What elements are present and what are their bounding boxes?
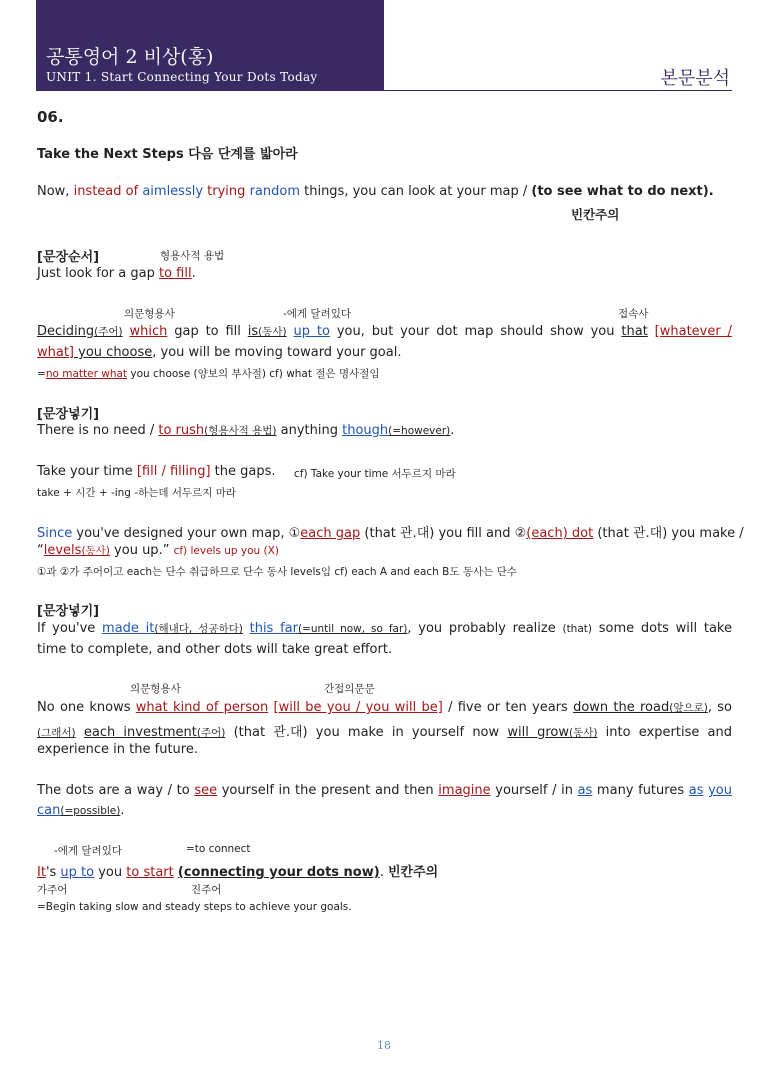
sentence-9-line-1 [37,783,732,798]
sentence-8-line-2 [37,721,732,740]
keyword: [will be you / you will be] [273,700,443,715]
keyword: can [37,803,61,818]
sentence-8-line-1 [37,700,732,715]
keyword: to start [126,865,174,880]
text: (that 관.대) you fill and ② [360,526,527,541]
text: , so [707,700,732,715]
text: Now, [37,184,74,199]
keyword: this far [249,621,298,636]
keyword: imagine [438,783,491,798]
note: (앞으로) [669,702,708,714]
sentence-10 [37,861,732,880]
header-divider [384,90,732,91]
keyword: random [249,184,300,199]
keyword: though [342,423,389,438]
sentence-7-line-1 [37,621,732,636]
note: (동사) [258,326,287,338]
text: things, you can look at your map / [299,184,532,199]
annotation: =to connect [186,843,251,855]
text: yourself / in [490,783,578,798]
annotation: 진주어 [191,884,222,896]
annotation: 의문형용사 [124,308,175,320]
note: (동사) [568,727,598,739]
keyword: to fill [158,266,192,281]
sentence-6-line-1 [37,522,744,541]
text [76,725,84,740]
text: gap to fill [167,324,248,339]
note: (=however) [388,425,451,437]
text: each investment [83,725,197,740]
section-label: 본문분석 [660,68,730,89]
keyword: no matter what [45,368,128,380]
phrase-bold: (to see what to do next). [531,184,714,199]
unit-title: UNIT 1. Start Connecting Your Dots Today [46,70,318,84]
text: . [450,423,455,438]
sentence-10-note: =Begin taking slow and steady steps to achieve your goals. [37,901,352,913]
keyword: It [37,865,46,880]
text: you've designed your own map, ① [72,526,301,541]
keyword: [whatever / [654,324,732,339]
sentence-6-line-2 [37,543,732,558]
text: Take your time [37,464,137,479]
text: No one knows [37,700,136,715]
annotation: 형용사적 용법 [160,250,225,262]
text: the gaps. [210,464,276,479]
keyword: as [688,783,704,798]
sentence-3-note [37,366,732,381]
keyword: up to [293,324,330,339]
sentence-8-line-3: experience in the future. [37,742,198,757]
text: There is no need / [37,423,159,438]
note: (that) [562,623,592,635]
sentence-6-note: ①과 ②가 주어이고 each는 단수 취급하므로 단수 동사 levels임 cf) each A and each B도 동사는 단수 [37,566,517,578]
text: you choose [74,345,153,360]
keyword: Since [37,526,73,541]
keyword: as [577,783,593,798]
text: that [621,324,648,339]
keyword: which [129,324,168,339]
text: some dots will take [592,621,732,636]
blank-note: 빈칸주의 [387,865,439,880]
text: If you've [37,621,103,636]
text: (that 관.대) you make / [593,526,744,541]
tag-insert-2: [문장넣기] [37,604,100,619]
note: (=possible) [60,805,121,817]
keyword: what] [37,345,75,360]
text [648,324,655,339]
text: , you probably realize [407,621,563,636]
sentence-5-note: take + 시간 + -ing -하는데 서두르지 마라 [37,487,237,499]
subtitle: Take the Next Steps 다음 단계를 밟아라 [37,147,298,162]
text: yourself in the present and then [217,783,439,798]
text: is [247,324,259,339]
text: 's [45,865,61,880]
keyword: instead of [73,184,139,199]
text: you choose (양보의 부사절) cf) what 절은 명사절임 [127,368,380,380]
text [287,324,294,339]
text: into expertise and [597,725,733,740]
annotation: 의문형용사 [130,683,181,695]
annotation: 접속사 [618,308,649,320]
keyword: up to [60,865,95,880]
sentence-3-line-2 [37,345,732,360]
annotation: 가주어 [37,884,68,896]
sentence-9-line-2 [37,803,732,818]
page-number: 18 [377,1039,391,1052]
phrase-bold: (connecting your dots now) [177,865,380,880]
sentence-3-line-1 [37,324,732,339]
text: anything [276,423,343,438]
note: (형용사적 용법) [204,425,277,437]
annotation: -에게 달려있다 [54,845,122,857]
keyword: levels [43,543,82,558]
note: (주어) [94,326,123,338]
text: . [120,803,125,818]
keyword: made it [102,621,155,636]
text: Deciding [37,324,95,339]
text: will grow [507,725,569,740]
sentence-4 [37,423,732,438]
tag-order: [문장순서] [37,250,100,265]
text: you [94,865,127,880]
keyword: trying [207,184,246,199]
text: many futures [592,783,689,798]
text: / five or ten years [442,700,574,715]
text: you, but your dot map should show you [329,324,622,339]
annotation: 간접의문문 [324,683,375,695]
keyword: see [194,783,218,798]
sentence-1 [37,184,732,199]
text: down the road [573,700,670,715]
note: (해내다, 성공하다) [154,623,243,635]
keyword: (each) dot [526,526,594,541]
text: “ [37,543,44,558]
text: . [191,266,196,281]
text [243,621,250,636]
sentence-2 [37,266,732,281]
keyword: [fill / filling] [136,464,211,479]
text: = [37,368,46,380]
text: Just look for a gap [37,266,159,281]
keyword: what kind of person [135,700,269,715]
section-number: 06. [37,108,64,126]
text: you up.” [109,543,174,558]
sentence-7-line-2: time to complete, and other dots will take great effort. [37,642,393,657]
annotation: -에게 달려있다 [283,308,351,320]
note: (주어) [196,727,226,739]
note: (=until now, so far) [297,623,408,635]
header-banner [36,0,384,91]
note: (동사) [81,545,110,557]
tag-insert: [문장넣기] [37,407,100,422]
text: The dots are a way / to [37,783,195,798]
book-title: 공통영어 2 비상(홍) [46,46,214,68]
keyword: to rush [158,423,205,438]
text: , you will be moving toward your goal. [152,345,402,360]
text: (that 관.대) you make in yourself now [225,725,508,740]
text: . [379,865,384,880]
blank-note: 빈칸주의 [571,207,620,222]
keyword: you [708,783,732,798]
keyword: each gap [300,526,361,541]
note: (그래서) [37,727,76,739]
annotation: cf) Take your time 서두르지 마라 [294,468,456,480]
note: cf) levels up you (X) [173,545,279,557]
keyword: aimlessly [142,184,204,199]
